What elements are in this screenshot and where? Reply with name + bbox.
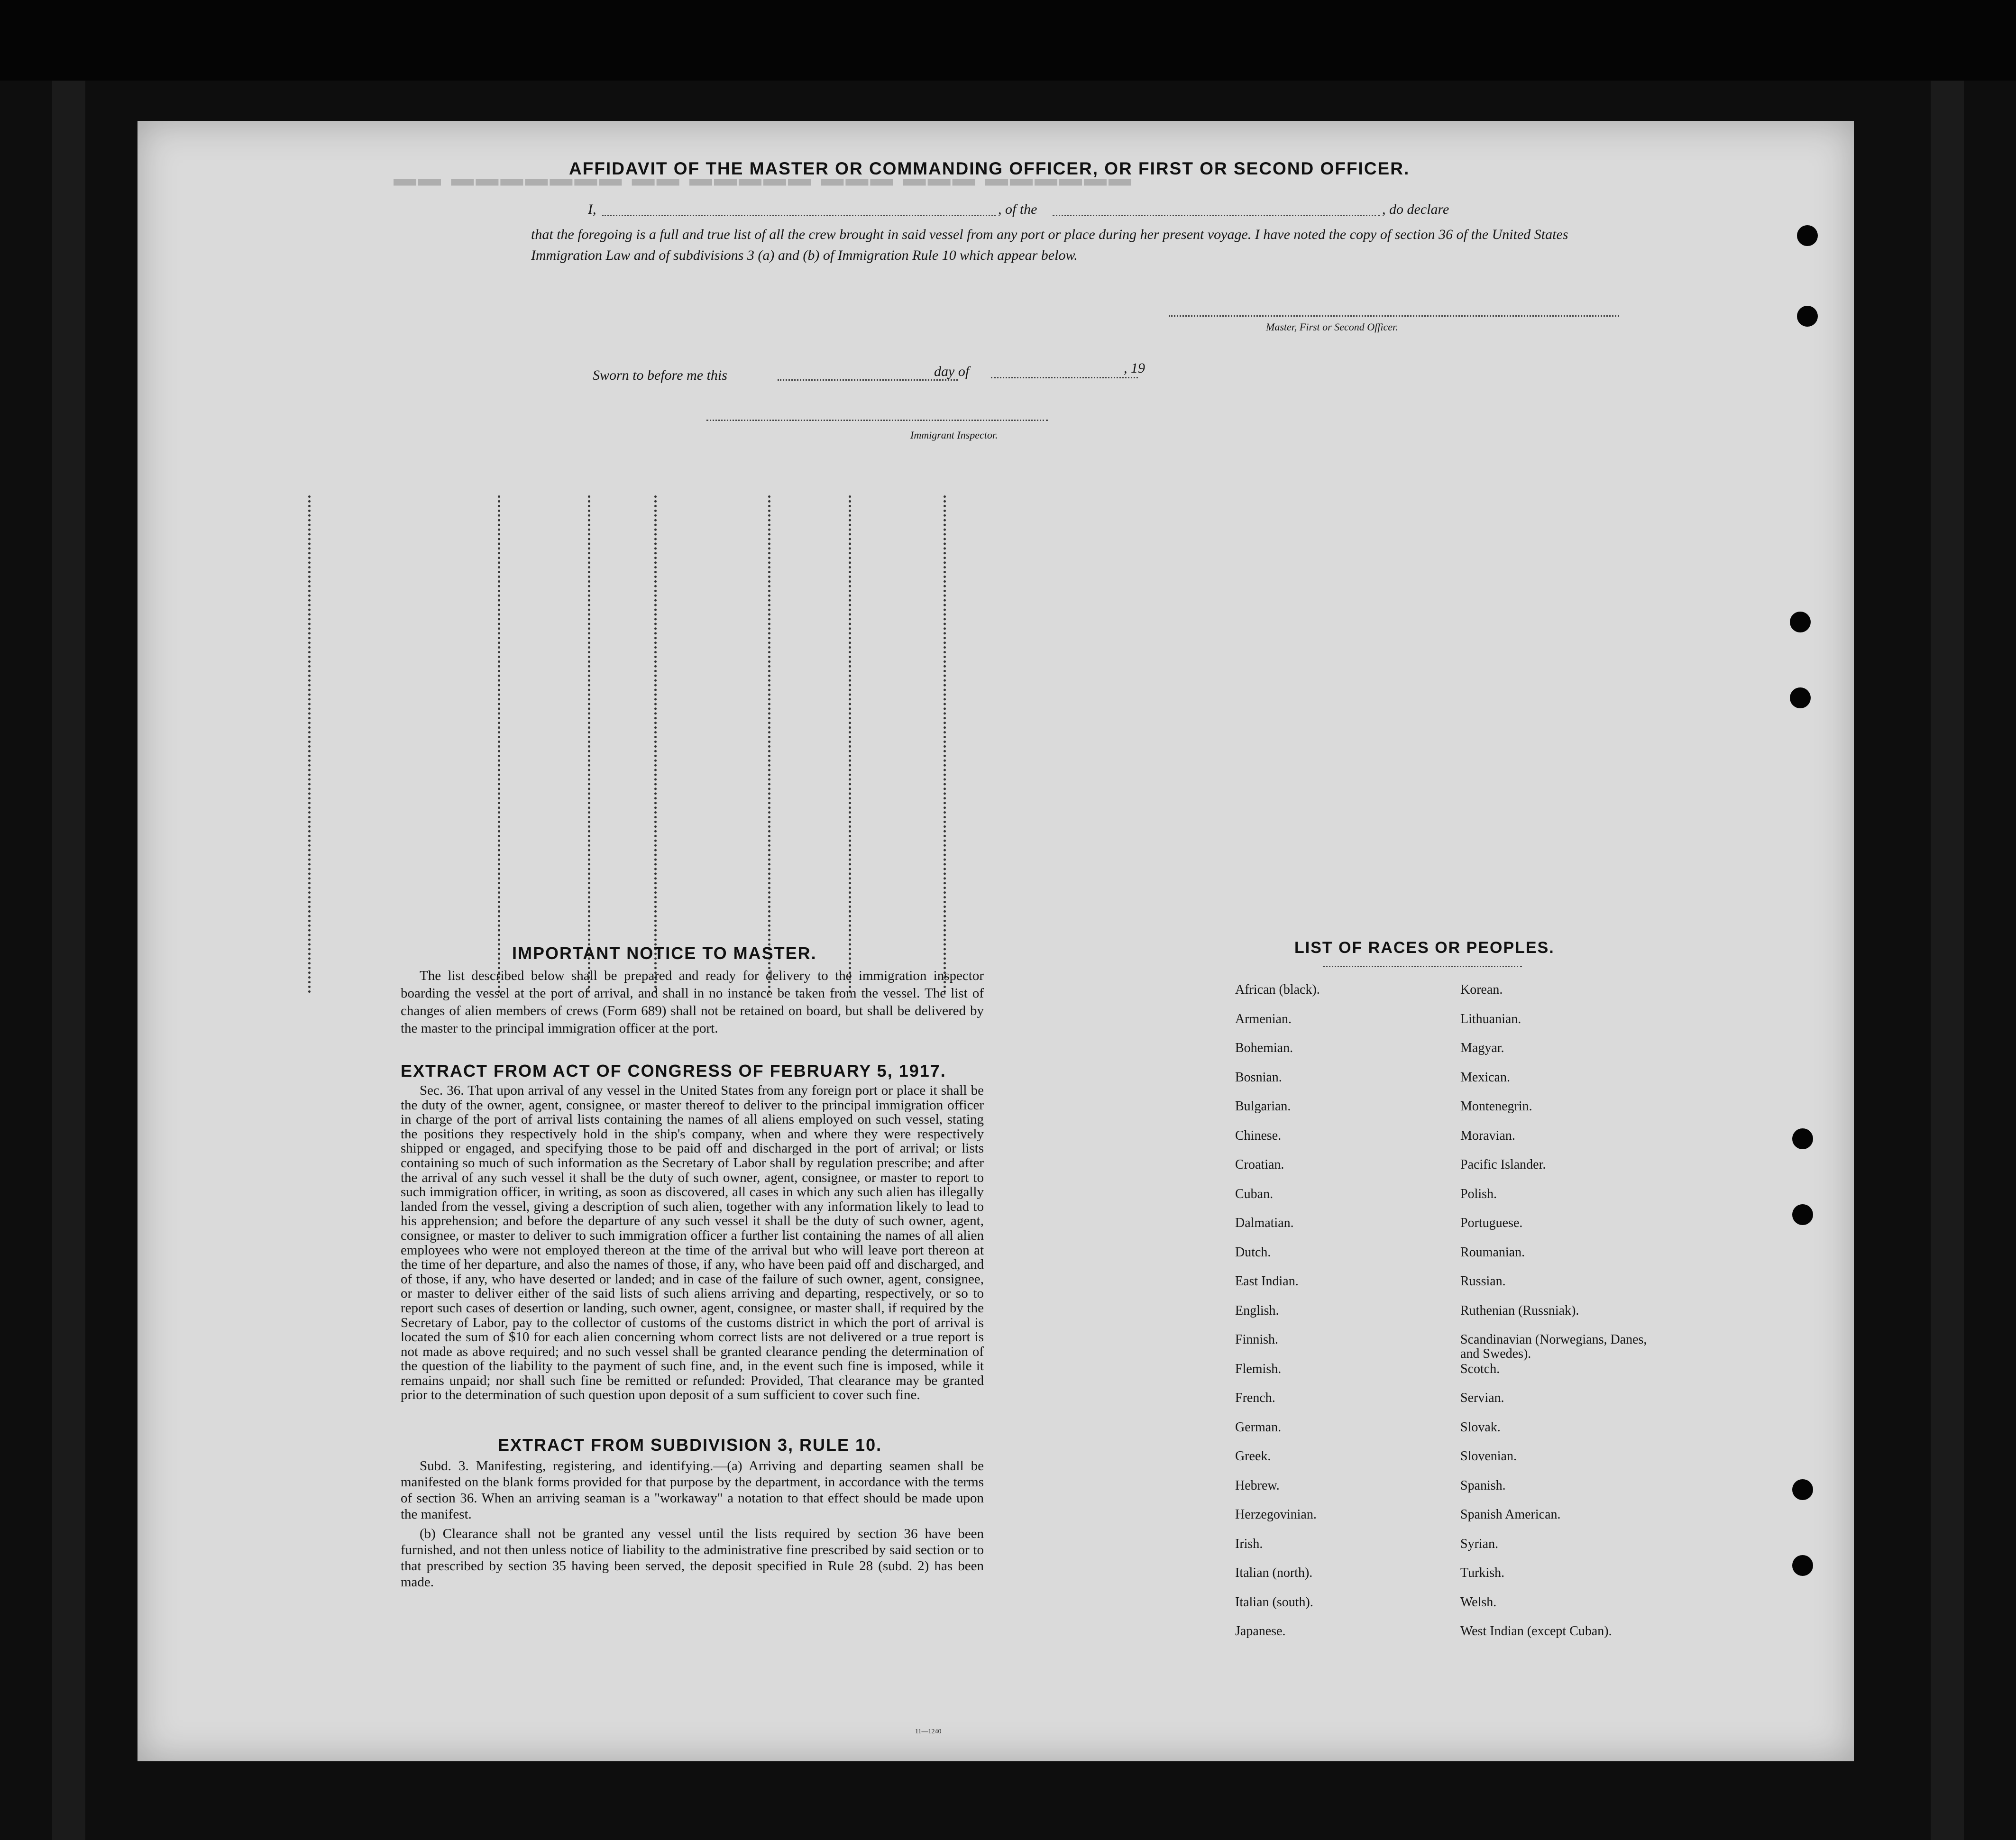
race-item: Moravian. <box>1460 1128 1515 1143</box>
race-item: Korean. <box>1460 982 1503 997</box>
race-item: Herzegovinian. <box>1235 1507 1317 1522</box>
race-item: German. <box>1235 1419 1282 1435</box>
race-item: Slovak. <box>1460 1419 1501 1435</box>
race-item: Dalmatian. <box>1235 1216 1294 1230</box>
punch-hole <box>1792 1204 1813 1225</box>
film-edge-left <box>52 81 85 1840</box>
race-item: French. <box>1235 1391 1275 1405</box>
master-signature-caption: Master, First or Second Officer. <box>1266 321 1398 333</box>
race-item: Dutch. <box>1235 1245 1271 1260</box>
race-item: Polish. <box>1460 1186 1497 1201</box>
vessel-blank[interactable] <box>1053 215 1380 216</box>
race-item: Hebrew. <box>1235 1478 1280 1493</box>
subdivision-a-text: Subd. 3. Manifesting, registering, and identifying.—(a) Arriving and departing seamen shall be manifested on the blank forms provided for that purpose by the department, in accordance with the terms of section 36. When an arriving seaman is a "workaway" a notation to that effect should be made upon the manifest. <box>401 1458 984 1522</box>
affidavit-body: that the foregoing is a full and true list of all the crew brought in said vessel from any port or place during her present voyage. I have noted the copy of section 36 of the United States Immigration Law and of subdivisions 3 (a) and (b) of Immigration Rule 10 which appear below. <box>531 227 1568 263</box>
race-item: Mexican. <box>1460 1070 1510 1085</box>
sworn-day-blank[interactable] <box>778 379 958 381</box>
punch-hole <box>1792 1555 1813 1576</box>
races-list-right <box>1460 983 1664 1654</box>
race-item: Flemish. <box>1235 1361 1282 1376</box>
race-item: Montenegrin. <box>1460 1099 1532 1114</box>
race-item: Turkish. <box>1460 1565 1505 1580</box>
day-of-label: day of <box>934 364 970 379</box>
race-item: Portuguese. <box>1460 1216 1523 1230</box>
year-label: , 19 <box>1124 360 1145 376</box>
race-item: Scotch. <box>1460 1361 1500 1376</box>
master-signature-blank[interactable] <box>1169 315 1619 317</box>
act-extract-title: EXTRACT FROM ACT OF CONGRESS OF FEBRUARY 5, 1917. <box>401 1061 946 1080</box>
race-item: Spanish. <box>1460 1478 1506 1493</box>
race-item: Bohemian. <box>1235 1041 1293 1055</box>
notice-body: The list described below shall be prepared and ready for delivery to the immigration inspector boarding the vessel at the port of arrival, and shall in no instance be taken from the vessel. The list of changes of alien members of crews (Form 689) shall not be retained on board, but shall be delivered by the master to the principal immigration officer at the port. <box>401 968 984 1036</box>
race-item: Servian. <box>1460 1391 1504 1405</box>
column-rule <box>498 495 500 993</box>
punch-hole <box>1792 1128 1813 1149</box>
races-list-left <box>1235 983 1320 1654</box>
punch-hole <box>1792 1479 1813 1500</box>
race-item: Roumanian. <box>1460 1245 1525 1260</box>
race-item: Ruthenian (Russniak). <box>1460 1303 1579 1318</box>
race-item: Syrian. <box>1460 1536 1499 1551</box>
affidavit-of-the-label: , of the <box>998 201 1037 217</box>
race-item: Finnish. <box>1235 1332 1279 1347</box>
race-item: Spanish American. <box>1460 1507 1561 1522</box>
film-border-top <box>0 0 2016 81</box>
race-item: Bulgarian. <box>1235 1099 1291 1114</box>
column-rule <box>654 495 657 993</box>
sworn-label: Sworn to before me this <box>593 367 727 383</box>
document-page <box>137 121 1854 1761</box>
race-item: Pacific Islander. <box>1460 1157 1546 1172</box>
column-rule <box>588 495 590 993</box>
race-item: Japanese. <box>1235 1624 1286 1639</box>
race-item: Armenian. <box>1235 1011 1292 1026</box>
race-item: Russian. <box>1460 1274 1506 1289</box>
section-36-text: Sec. 36. That upon arrival of any vessel in the United States from any foreign port or place it shall be the duty of the owner, agent, consignee, or master thereof to deliver to the principal immigration officer in charge of the port of arrival lists containing the names of all aliens employed on such vessel, stating the positions they respectively hold in the ship's company, when and where they were respectively shipped or engaged, and specifying those to be paid off and discharged in the port of arrival; or lists containing so much of such information as the Secretary of Labor shall by regulation prescribe; and after the arrival of any such vessel it shall be the duty of such owner, agent, consignee, or master to report to such immigration officer, in writing, as soon as discovered, all cases in which any such alien has illegally landed from the vessel, giving a description of such alien, together with any information likely to lead to his apprehension; and before the departure of any such vessel it shall be the duty of such owner, agent, consignee, or master to deliver to such immigration officer a further list containing the names of all alien employees who were not employed thereon at the time of the arrival but who will leave port thereon at the time of her departure, and also the names of those, if any, who have been paid off and discharged, and of those, if any, who have deserted or landed; and in case of the failure of such owner, agent, consignee, or master to deliver either of the said lists of such aliens arriving and departing, respectively, or so to report such cases of desertion or landing, such owner, agent, consignee, or master shall, if required by the Secretary of Labor, pay to the collector of customs of the customs district in which the port of arrival is located the sum of $10 for each alien concerning whom correct lists are not delivered or a true report is not made as above required; and no such vessel shall be granted clearance pending the determination of the question of the liability to the payment of such fine, and, in the event such fine is imposed, while it remains unpaid; nor shall such fine be remitted or refunded: Provided, That clearance may be granted prior to the determination of such question upon deposit of a sum sufficient to cover such fine. <box>401 1083 984 1403</box>
film-punch <box>1797 225 1818 246</box>
race-item: Slovenian. <box>1460 1449 1517 1464</box>
column-rule <box>308 495 311 993</box>
sworn-month-blank[interactable] <box>991 377 1138 378</box>
inspector-caption: Immigrant Inspector. <box>910 429 998 441</box>
affidavit-declare-label: , do declare <box>1382 201 1449 217</box>
race-item: Croatian. <box>1235 1157 1284 1172</box>
race-item: West Indian (except Cuban). <box>1460 1624 1612 1639</box>
subdivision-b-text: (b) Clearance shall not be granted any vessel until the lists required by section 36 have been furnished, and not then unless notice of liability to the administrative fine prescribed by said section or to that prescribed by section 35 having been served, the deposit specified in Rule 28 (subd. 2) has been made. <box>401 1526 984 1590</box>
race-item: Lithuanian. <box>1460 1011 1521 1026</box>
race-item: East Indian. <box>1235 1274 1299 1289</box>
column-rule <box>768 495 770 993</box>
race-item: Scandinavian (Norwegians, Danes, and Swedes). <box>1460 1332 1647 1361</box>
film-edge-right <box>1931 81 1964 1840</box>
race-item: Magyar. <box>1460 1041 1504 1055</box>
name-blank[interactable] <box>602 215 996 216</box>
race-item: African (black). <box>1235 982 1320 997</box>
race-item: English. <box>1235 1303 1279 1318</box>
inspector-signature-blank[interactable] <box>706 420 1048 421</box>
punch-hole <box>1790 687 1811 708</box>
race-item: Bosnian. <box>1235 1070 1282 1085</box>
race-item: Irish. <box>1235 1536 1263 1551</box>
race-item: Italian (north). <box>1235 1565 1313 1580</box>
notice-title: IMPORTANT NOTICE TO MASTER. <box>512 943 817 963</box>
punch-hole <box>1790 612 1811 632</box>
race-item: Chinese. <box>1235 1128 1282 1143</box>
race-item: Greek. <box>1235 1449 1271 1464</box>
races-title-rule <box>1323 966 1522 967</box>
column-rule <box>944 495 946 993</box>
affidavit-title: AFFIDAVIT OF THE MASTER OR COMMANDING OFFICER, OR FIRST OR SECOND OFFICER. <box>569 159 1410 178</box>
races-title: LIST OF RACES OR PEOPLES. <box>1294 939 1555 957</box>
race-item: Cuban. <box>1235 1186 1274 1201</box>
race-item: Welsh. <box>1460 1594 1497 1610</box>
rule-extract-title: EXTRACT FROM SUBDIVISION 3, RULE 10. <box>498 1435 882 1455</box>
affidavit-i-label: I, <box>588 201 596 217</box>
bleed-through-heading: ▬▬ ▬▬▬▬▬▬▬ ▬▬ ▬▬▬▬▬ ▬▬▬ ▬▬▬ ▬▬▬▬▬▬ <box>394 174 1134 199</box>
film-punch <box>1797 306 1818 327</box>
column-rule <box>849 495 851 993</box>
form-number: 11—1240 <box>915 1728 942 1735</box>
race-item: Italian (south). <box>1235 1594 1313 1610</box>
